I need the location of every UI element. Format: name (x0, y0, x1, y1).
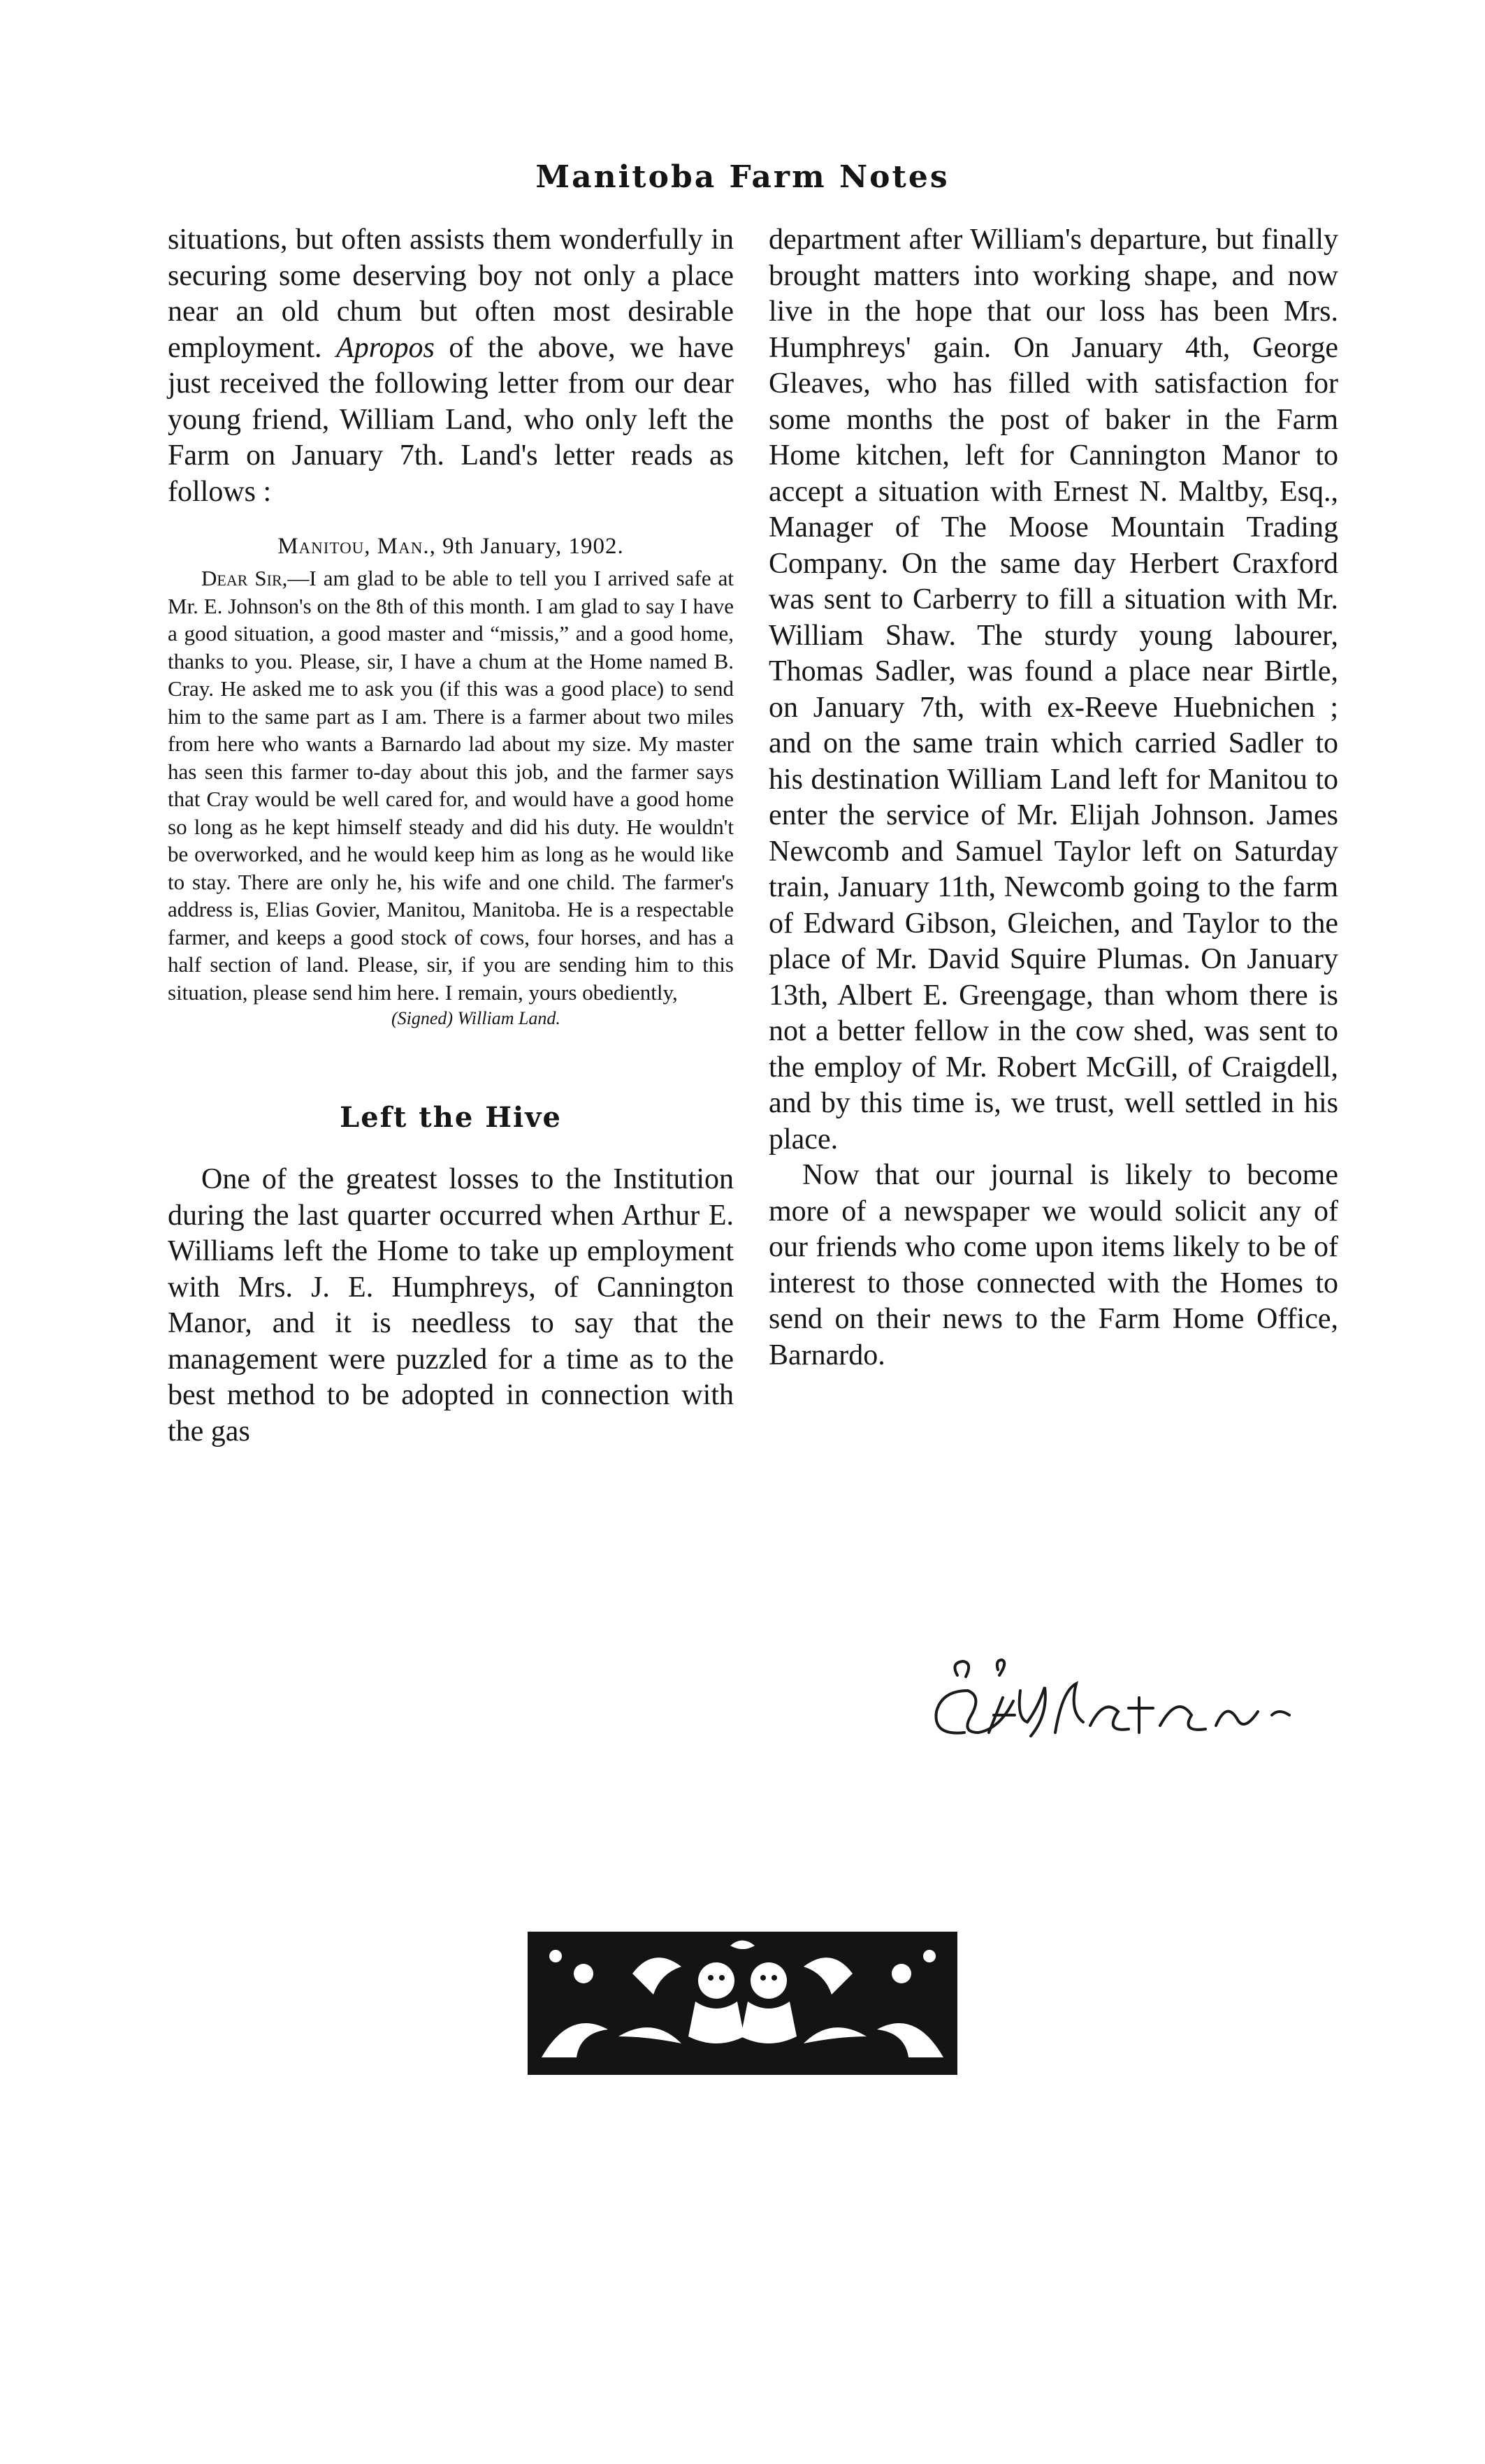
letter-dateline (168, 531, 734, 562)
right-paragraph-2: Now that our journal is likely to become more of a newspaper we would solicit any of our friends who come upon items likely to be of interest to those connected with the Homes to send on their news to the Farm Home Office, Barnardo. (769, 1159, 1338, 1371)
letter-salutation: Dear Sir, (201, 566, 288, 590)
letter-signoff: (Signed) William Land. (391, 1008, 560, 1028)
signature-image (915, 1656, 1307, 1760)
letter-body (168, 564, 734, 1006)
left-column (168, 222, 734, 1450)
letter-date: 9th January, 1902. (442, 534, 624, 559)
right-paragraph-1: department after William's departure, but finally brought matters into working shape, and now live in the hope that our loss has been Mrs. Humphreys' gain. On January 4th, George Gleaves, who has filled with satisfaction for some months the post of baker in the Farm Home kitchen, left for Cannington Manor to accept a situation with Ernest N. Maltby, Esq., Manager of The Moose Mountain Trading Company. On the same day Herbert Craxford was sent to Carberry to fill a situation with Mr. William Shaw. The sturdy young labourer, Thomas Sadler, was found a place near Birtle, on January 7th, with ex-Reeve Huebnichen ; and on the same train which carried Sadler to his destination William Land left for Manitou to enter the service of Mr. Elijah Johnson. James Newcomb and Samuel Taylor left on Saturday train, January 11th, Newcomb going to the farm of Edward Gibson, Gleichen, and Taylor to the place of Mr. David Squire Plumas. On January 13th, Albert E. Greengage, than whom there is not a better fellow in the cow shed, was sent to the employ of Mr. Robert McGill, of Craigdell, and by this time is, we trust, well settled in his place. (769, 224, 1338, 1156)
left-paragraph-1-rest: of the above, we have just received the following letter from our dear young friend, William Land, who only left the Farm on January 7th. Land's letter reads as follows : (168, 331, 734, 508)
section-heading: Left the Hive (340, 1101, 562, 1134)
letter-place: Manitou, Man., (277, 534, 436, 559)
letter-body-text: —I am glad to be able to tell you I arrived safe at Mr. E. Johnson's on the 8th of this month. I am glad to say I have a good situation, a good master and “missis,” and a good home, thanks to you. Please, sir, I have a chum at the Home named B. Cray. He asked me to ask you (if this was a good place) to send him to the same part as I am. There is a farmer about two miles from here who wants a Barnardo lad about my size. My master has seen this farmer to-day about this job, and the farmer says that Cray would be well cared for, and would have a good home so long as he kept himself steady and did his duty. He wouldn't be overworked, and he would keep him as long as he would like to stay. There are only he, his wife and one child. The farmer's address is, Elias Govier, Manitou, Manitoba. He is a respectable farmer, and keeps a good stock of cows, four horses, and has a half section of land. Please, sir, if you are sending him to this situation, please send him here. I remain, yours obediently, (168, 566, 734, 1005)
left-paragraph-1 (168, 222, 734, 510)
left-paragraph-1-text: situations, but often assists them wonderfully in securing some deserving boy not only a place near an old chum but often most desirable employment. (168, 224, 734, 364)
right-column (769, 222, 1338, 1373)
apropos-emphasis: Apropos (336, 331, 435, 364)
decorative-tailpiece-ornament (528, 1932, 957, 2075)
left-paragraph-2: One of the greatest losses to the Institution during the last quarter occurred when Arthur E. Williams left the Home to take up employment with Mrs. J. E. Humphreys, of Cannington Manor, and it is needless to say that the management were puzzled for a time as to the best method to be adopted in connection with the gas (168, 1163, 734, 1448)
running-head: Manitoba Farm Notes (535, 159, 950, 195)
